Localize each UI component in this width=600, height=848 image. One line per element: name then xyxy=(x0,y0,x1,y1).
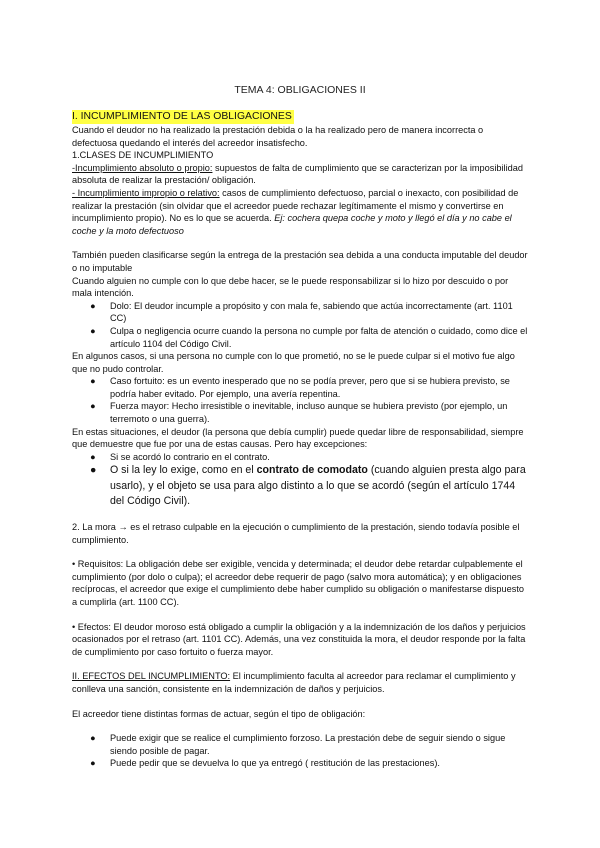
requisitos-paragraph: • Requisitos: La obligación debe ser exigible, vencida y determinada; el deudor debe retardar culpablemente el cumplimiento (por dolo o culpa); el acreedor debe requerir de pago (salvo mora automática); y en obligaciones recíprocas, el acreedor que exige el cumplimiento debe haber cumplido su obligación o manifestarse dispuesto a cumplirla (art. 1100 CC). xyxy=(72,559,524,608)
clasificar-paragraph: También pueden clasificarse según la entrega de la prestación sea debida a una conducta imputable del deudor o no imputable xyxy=(72,250,528,273)
no-imputable-list xyxy=(72,375,530,425)
bullet-icon: ● xyxy=(90,733,96,744)
bullet-icon: ● xyxy=(90,300,96,311)
list-item-text: Fuerza mayor: Hecho irresistible o inevitable, incluso aunque se hubiera previsto (por ejemplo, un terremoto o una guerra). xyxy=(110,401,508,425)
list-item xyxy=(72,375,530,400)
list-item xyxy=(72,463,530,509)
list-item-text: Puede exigir que se realice el cumplimiento forzoso. La prestación debe de seguir siendo o sigue siendo posible de pagar. xyxy=(110,733,506,756)
bullet-icon: ● xyxy=(90,464,97,477)
impropio-paragraph xyxy=(72,187,530,237)
section2-paragraph xyxy=(72,670,530,695)
imputable-list xyxy=(72,300,530,350)
efectos-paragraph: • Efectos: El deudor moroso está obligado a cumplir la obligación y a la indemnización de los daños y perjuicios ocasionados por el retraso (art. 1101 CC). Además, una vez constituida la mora, el deudor responde por la falta de cumplimiento por caso fortuito o fuerza mayor. xyxy=(72,621,526,657)
bullet-icon: ● xyxy=(90,325,96,336)
absoluto-paragraph xyxy=(72,162,530,187)
bullet-icon: ● xyxy=(90,451,96,462)
absoluto-label: -Incumplimiento absoluto o propio: xyxy=(72,162,213,173)
bullet-icon: ● xyxy=(90,758,96,769)
excepcion-2-post: (cuando alguien presta algo para usarlo), y el objeto se usa para algo distinto a lo que se acordó (según el artículo 1744 del Código Civil). xyxy=(110,464,526,507)
list-item-text: Caso fortuito: es un evento inesperado que no se podía prever, pero que si se hubiera previsto, se podría haber evitado. Por ejemplo, una avería repentina. xyxy=(110,376,510,399)
list-item xyxy=(72,325,530,350)
section-heading-efectos: II. EFECTOS DEL INCUMPLIMIENTO: xyxy=(72,671,231,682)
list-item xyxy=(72,300,530,325)
no-culpar-paragraph: En algunos casos, si una persona no cumple con lo que prometió, no se le puede culpar si el motivo fue algo que no pudo controlar. xyxy=(72,351,515,374)
bullet-icon: ● xyxy=(90,376,96,387)
list-item-text: Puede pedir que se devuelva lo que ya entregó ( restitución de las prestaciones). xyxy=(110,758,440,769)
list-item xyxy=(72,400,530,425)
section2-text: El incumplimiento faculta al acreedor para reclamar el cumplimiento y conlleva una sanción, consistente en la indemnización de daños y perjuicios. xyxy=(72,671,516,694)
list-item xyxy=(72,451,530,464)
mora-paragraph: 2. La mora → es el retraso culpable en la ejecución o cumplimiento de la prestación, siendo todavía posible el cumplimiento. xyxy=(72,522,520,545)
contrato-comodato: contrato de comodato xyxy=(256,464,368,477)
excepciones-list xyxy=(72,451,530,509)
list-item-text: Culpa o negligencia ocurre cuando la persona no cumple por falta de atención o cuidado, como dice el artículo 1104 del Código Civil. xyxy=(110,325,528,349)
impropio-example: Ej: cochera quepa coche y moto y llegó el día y no cabe el coche y la moto defectuoso xyxy=(72,213,512,236)
responsable-paragraph: Cuando alguien no cumple con lo que debe hacer, se le puede responsabilizar si lo hizo por descuido o por mala intención. xyxy=(72,275,509,299)
absoluto-text: supuestos de falta de cumplimiento que se caracterizan por la imposibilidad absoluta de realizar la prestación/ obligación. xyxy=(72,162,523,186)
intro-paragraph: Cuando el deudor no ha realizado la prestación debida o la ha realizado pero de manera incorrecta o defectuosa quedando el interés del acreedor insatisfecho. xyxy=(72,125,484,148)
excepcion-2-pre: O si la ley lo exige, como en el xyxy=(110,464,257,477)
formas-paragraph: El acreedor tiene distintas formas de actuar, según el tipo de obligación: xyxy=(72,708,366,719)
impropio-text: casos de cumplimiento defectuoso, parcial o inexacto, con posibilidad de realizar la prestación (sin olvidar que el acreedor puede rechazar legítimamente el mismo y convertirse en incumplimiento propio). No es lo que se acuerda. xyxy=(72,187,519,224)
formas-list xyxy=(72,732,530,770)
situaciones-paragraph: En estas situaciones, el deudor (la persona que debía cumplir) puede quedar libre de responsabilidad, siempre que demuestre que fue por una de estas causas. Pero hay excepciones: xyxy=(72,426,524,450)
impropio-label: - Incumplimiento impropio o relativo: xyxy=(72,187,220,198)
document-body xyxy=(72,110,530,770)
bullet-icon: ● xyxy=(90,401,96,412)
page-title: TEMA 4: OBLIGACIONES II xyxy=(234,84,366,96)
clases-heading: 1.CLASES DE INCUMPLIMIENTO xyxy=(72,150,214,161)
list-item xyxy=(72,732,530,757)
list-item-text: Dolo: El deudor incumple a propósito y con mala fe, sabiendo que actúa incorrectamente (art. 1101 CC) xyxy=(110,300,513,324)
section-heading-incumplimiento: I. INCUMPLIMIENTO DE LAS OBLIGACIONES xyxy=(72,111,292,122)
list-item xyxy=(72,757,530,770)
list-item-text: Si se acordó lo contrario en el contrato. xyxy=(110,451,270,462)
